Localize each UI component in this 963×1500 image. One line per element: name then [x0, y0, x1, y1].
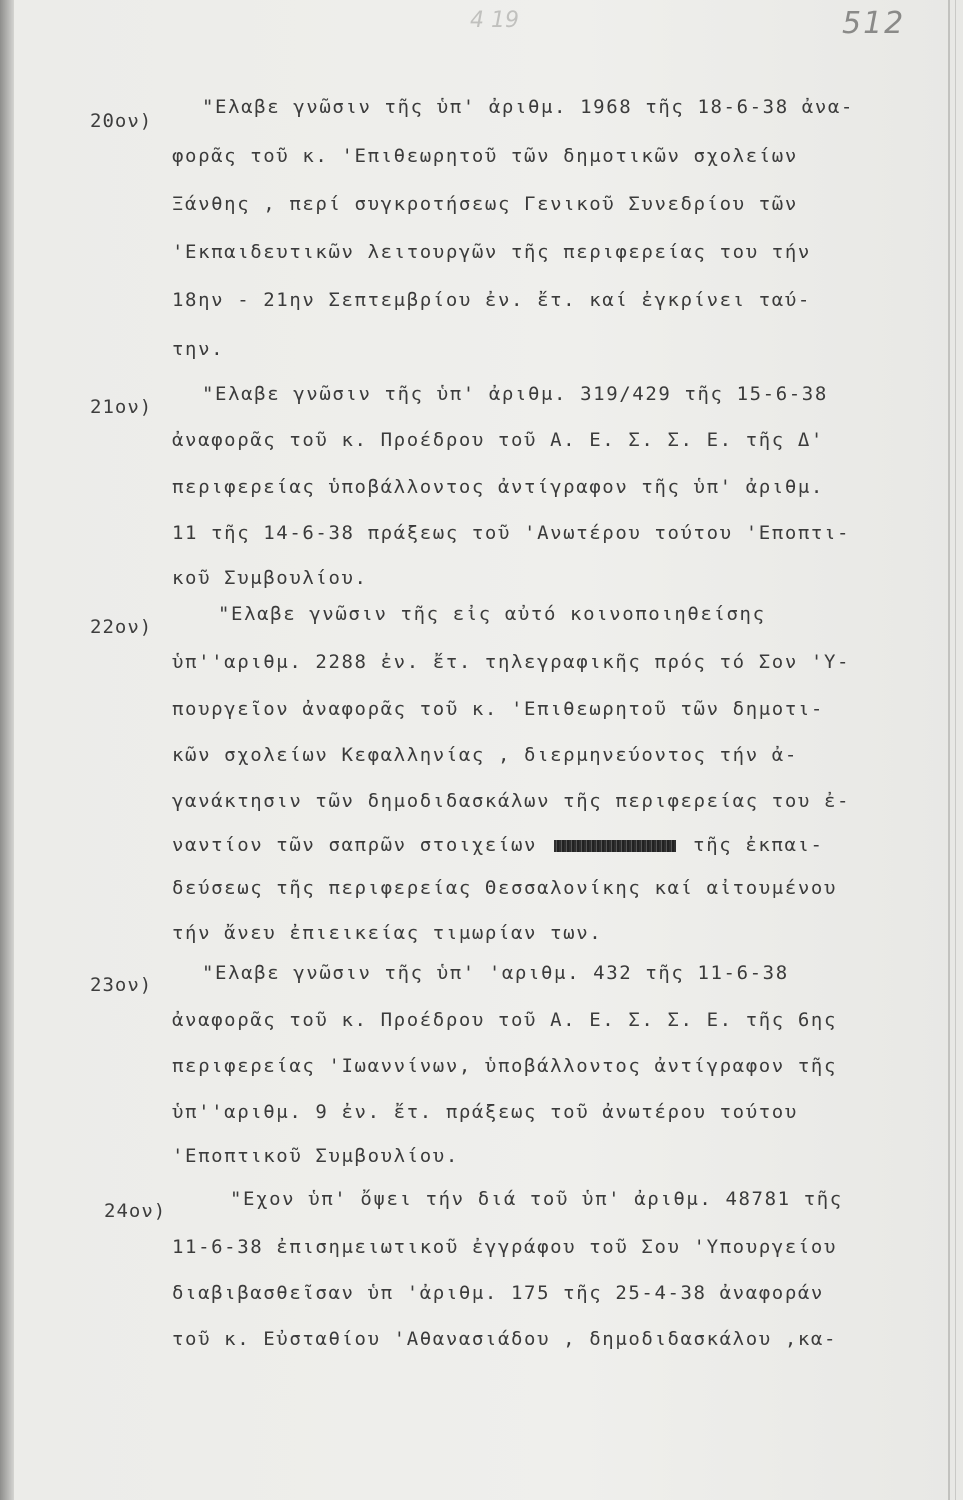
text-line: "Ελαβε γνῶσιν τῆς ὑπ' ἀριθμ. 319/429 τῆς 15-6-38 [202, 383, 828, 405]
text-segment: ναντίον τῶν σαπρῶν στοιχείων [172, 834, 551, 856]
text-line: 'Εκπαιδευτικῶν λειτουργῶν τῆς περιφερείας του τήν [172, 241, 811, 263]
text-line: ἀναφορᾶς τοῦ κ. Προέδρου τοῦ Α. Ε. Σ. Σ. Ε. τῆς Δ' [172, 429, 824, 451]
entry-number: 23ον) [90, 974, 153, 996]
text-line: Ξάνθης , περί συγκροτήσεως Γενικοῦ Συνεδρίου τῶν [172, 193, 798, 215]
entry-number: 21ον) [90, 396, 153, 418]
right-margin-rule-secondary [955, 0, 956, 1500]
text-line: ἀναφορᾶς τοῦ κ. Προέδρου τοῦ Α. Ε. Σ. Σ. Ε. τῆς 6ης [172, 1009, 837, 1031]
text-line: φορᾶς τοῦ κ. 'Επιθεωρητοῦ τῶν δημοτικῶν σχολείων [172, 145, 798, 167]
right-margin-rule [948, 0, 950, 1500]
text-line-with-strikeout [172, 834, 824, 856]
text-line: κοῦ Συμβουλίου. [172, 567, 368, 589]
text-line: "Ελαβε γνῶσιν τῆς ὑπ' 'αριθμ. 432 τῆς 11-6-38 [202, 962, 789, 984]
binding-shadow [0, 0, 14, 1500]
text-line: περιφερείας 'Ιωαννίνων, ὑποβάλλοντος ἀντίγραφον τῆς [172, 1055, 837, 1077]
text-line: 'Εποπτικοῦ Συμβουλίου. [172, 1145, 459, 1167]
pencil-mark-top: 4 19 [470, 8, 519, 33]
text-line: 11-6-38 ἐπισημειωτικοῦ ἐγγράφου τοῦ Σου 'Υπουργείου [172, 1236, 837, 1258]
page-number-handwritten: 512 [842, 6, 906, 41]
entry-number: 20ον) [90, 110, 153, 132]
text-line: "Ελαβε γνῶσιν τῆς εἰς αὐτό κοινοποιηθείσης [218, 603, 766, 625]
text-line: ὑπ''αριθμ. 2288 ἐν. ἔτ. τηλεγραφικῆς πρός τό Σον 'Υ- [172, 651, 851, 673]
text-segment: τῆς ἐκπαι- [680, 834, 824, 856]
text-line: διαβιβασθεῖσαν ὑπ 'ἀριθμ. 175 τῆς 25-4-38 ἀναφοράν [172, 1282, 824, 1304]
typed-strikeout [554, 840, 676, 852]
text-line: "Εχον ὑπ' ὄψει τήν διά τοῦ ὑπ' ἀριθμ. 48781 τῆς [230, 1188, 843, 1210]
text-line: γανάκτησιν τῶν δημοδιδασκάλων τῆς περιφερείας του ἐ- [172, 790, 851, 812]
entry-number: 22ον) [90, 616, 153, 638]
text-line: 18ην - 21ην Σεπτεμβρίου ἐν. ἔτ. καί ἐγκρίνει ταύ- [172, 289, 811, 311]
text-line: τοῦ κ. Εὐσταθίου 'Αθανασιάδου , δημοδιδασκάλου ,κα- [172, 1328, 837, 1350]
text-line: "Ελαβε γνῶσιν τῆς ὑπ' ἀριθμ. 1968 τῆς 18-6-38 ἀνα- [202, 96, 854, 118]
text-line: την. [172, 338, 225, 360]
text-line: ὑπ''αριθμ. 9 ἐν. ἔτ. πράξεως τοῦ ἀνωτέρου τούτου [172, 1101, 798, 1123]
text-line: περιφερείας ὑποβάλλοντος ἀντίγραφον τῆς ὑπ' ἀριθμ. [172, 476, 824, 498]
text-line: δεύσεως τῆς περιφερείας Θεσσαλονίκης καί αἰτουμένου [172, 877, 837, 899]
text-line: κῶν σχολείων Κεφαλληνίας , διερμηνεύοντος τήν ἀ- [172, 744, 798, 766]
text-line: πουργεῖον ἀναφορᾶς τοῦ κ. 'Επιθεωρητοῦ τῶν δημοτι- [172, 698, 824, 720]
entry-number: 24ον) [104, 1200, 167, 1222]
text-line: τήν ἄνευ ἐπιεικείας τιμωρίαν των. [172, 922, 603, 944]
text-line: 11 τῆς 14-6-38 πράξεως τοῦ 'Ανωτέρου τούτου 'Εποπτι- [172, 522, 851, 544]
